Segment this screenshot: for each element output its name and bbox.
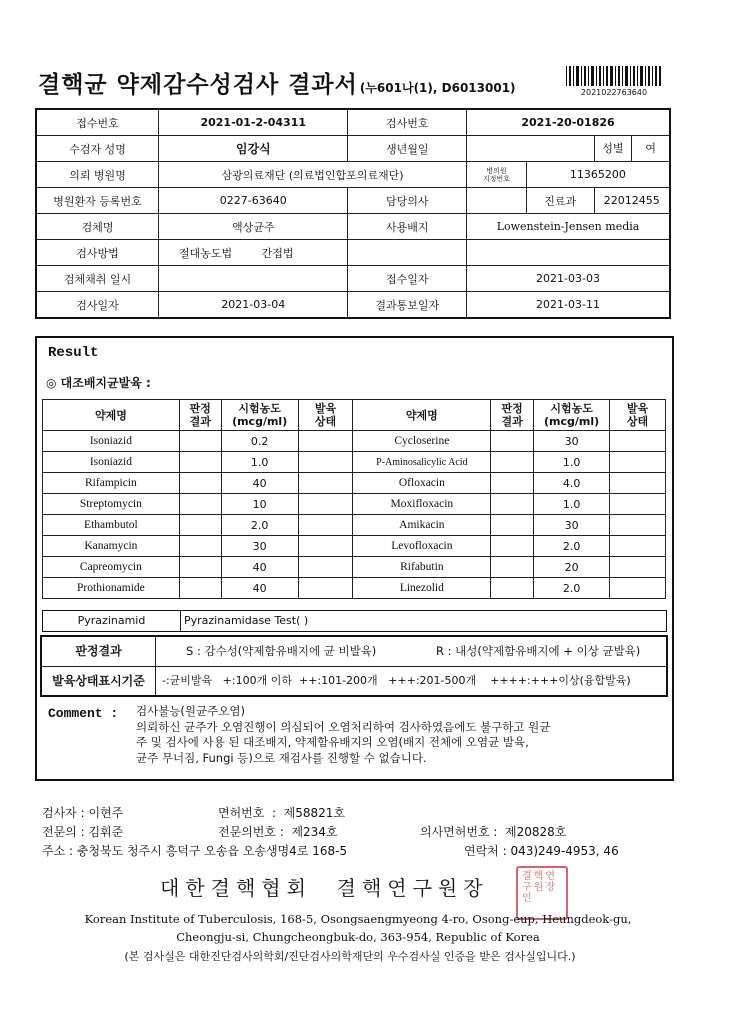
header-growth-2: 상태 [314,415,337,428]
judge-result [491,515,534,536]
method-label: 검사방법 [36,240,159,266]
patient-info-table [35,108,671,319]
test-concentration: 40 [221,578,298,599]
test-concentration: 30 [221,536,298,557]
comment-text [136,704,666,766]
table-row [43,452,666,473]
hospital-code-label-2: 지정번호 [482,174,510,183]
comment-line: 주 및 검사에 사용 된 대조배지, 약제함유배지의 오염(배지 전체에 오염균 발육, [136,735,529,749]
table-row [43,557,666,578]
judge-result [491,473,534,494]
empty-cell [348,240,467,266]
growth-status [298,494,353,515]
document-code: (누601나(1), D6013001) [359,81,516,95]
judge-result [179,578,221,599]
table-row [43,536,666,557]
address: 주소 : 충청북도 청주시 흥덕구 오송읍 오송생명4로 168-5 [42,844,348,858]
table-row [43,494,666,515]
patient-name: 임강식 [159,136,348,162]
receipt-no: 2021-01-2-04311 [159,109,348,136]
result-title: Result [48,345,99,361]
growth-status [610,473,666,494]
growth-status [610,557,666,578]
judge-r: R : 내성(약제함유배지에 + 이상 균발육) [436,644,641,658]
judge-label: 판정결과 [42,637,156,666]
hospital-name: 삼광의료재단 (의료법인합포의료재단) [159,162,467,188]
header-drug-2: 약제명 [353,400,491,431]
barcode [566,66,662,97]
header-judge [179,400,221,431]
receive-label: 접수일자 [348,266,467,292]
sex-cell [594,136,670,162]
drug-name: Cycloserine [353,431,491,452]
test-no: 2021-20-01826 [467,109,670,136]
growth-status [298,578,353,599]
birth-label: 생년월일 [348,136,467,162]
header-conc-b [534,400,610,431]
exam-date-label: 검사일자 [36,292,159,319]
medium-label: 사용배지 [348,214,467,240]
drug-name: Rifabutin [353,557,491,578]
barcode-graphic [566,66,662,86]
drug-name: Ofloxacin [353,473,491,494]
pza-row [42,610,667,632]
judge-result [491,578,534,599]
judge-result [491,536,534,557]
seal-text: 결핵연구원장인 [522,871,557,904]
header-judge-2: 결과 [189,415,211,428]
growth-status [610,536,666,557]
control-growth-label: ◎ 대조배지균발육 : [46,376,151,390]
method-indirect: 간접법 [261,246,294,260]
hospital-label: 의뢰 병원명 [36,162,159,188]
receipt-no-label: 접수번호 [36,109,159,136]
judge-result [179,515,221,536]
drug-name: Kanamycin [43,536,180,557]
judge-result [179,473,221,494]
test-no-label: 검사번호 [348,109,467,136]
header-judge-b-1: 판정 [501,402,523,415]
barcode-number: 2021022763640 [580,88,648,97]
header-conc-1: 시험농도 [238,402,281,415]
growth-status [610,452,666,473]
growth-status [610,494,666,515]
test-concentration: 10 [221,494,298,515]
test-concentration: 1.0 [534,452,610,473]
judge-result [491,452,534,473]
doctor-label: 담당의사 [348,188,467,214]
examiner: 검사자 : 이현주 [42,806,124,820]
institute-en-2: Cheongju-si, Chungcheongbuk-do, 363-954, Republic of Korea [176,930,540,944]
test-concentration: 20 [534,557,610,578]
hospital-code: 11365200 [526,162,670,188]
collect-label: 검체채취 일시 [36,266,159,292]
table-row [43,515,666,536]
drug-table [42,399,666,599]
specialist-no: 전문의번호 : 제234호 [218,825,338,839]
growth-status [610,515,666,536]
growth-text: -:균비발육 +:100개 이하 ++:101-200개 +++:201-500개 ++++:+++이상(융합발육) [162,674,631,687]
test-concentration: 1.0 [534,494,610,515]
test-concentration: 30 [534,515,610,536]
receive-value: 2021-03-03 [467,266,670,292]
drug-name: Capreomycin [43,557,180,578]
drug-name: Amikacin [353,515,491,536]
header-drug: 약제명 [43,400,180,431]
judge-row [42,637,666,667]
pza-test: Pyrazinamidase Test( ) [184,614,309,627]
reg-no: 0227-63640 [159,188,348,214]
test-concentration: 0.2 [221,431,298,452]
drug-table-header [43,400,666,431]
reg-no-label: 병원환자 등록번호 [36,188,159,214]
method-value [159,240,348,266]
institute-kr: 대한결핵협회 결핵연구원장 [160,876,489,900]
growth-row [42,667,666,695]
growth-status [298,536,353,557]
header-growth-b-1: 발육 [626,402,649,415]
comment-line: 균주 무너짐, Fungi 등)으로 재검사를 진행할 수 없습니다. [136,750,427,765]
header-judge-b [491,400,534,431]
judge-result [179,452,221,473]
header-conc [221,400,298,431]
specialist: 전문의 : 김휘준 [42,825,124,839]
certification-note: (본 검사실은 대한진단검사의학회/진단검사의학재단의 우수검사실 인증을 받은 검사실입니다.) [124,950,576,963]
test-concentration: 4.0 [534,473,610,494]
growth-status [298,452,353,473]
judge-result [179,557,221,578]
legend-box [40,635,668,697]
header-growth [298,400,353,431]
sex-label: 성별 [595,136,633,161]
drug-name: Streptomycin [43,494,180,515]
dept-label: 진료과 [526,188,594,214]
judge-result [179,431,221,452]
header-judge-b-2: 결과 [501,415,523,428]
growth-label: 발육상태표시기준 [42,667,156,695]
header-growth-b [610,400,666,431]
patient-name-label: 수검자 성명 [36,136,159,162]
method-absolute: 절대농도법 [179,246,233,260]
pza-label: Pyrazinamid [43,611,181,631]
test-concentration: 2.0 [534,536,610,557]
test-concentration: 2.0 [534,578,610,599]
hospital-code-label [467,162,527,188]
drug-name: Moxifloxacin [353,494,491,515]
test-concentration: 30 [534,431,610,452]
hospital-code-label-1: 병의원 [486,166,507,175]
specimen-value: 액상균주 [159,214,348,240]
drug-name: Levofloxacin [353,536,491,557]
drug-name: Linezolid [353,578,491,599]
judge-s: S : 감수성(약제함유배지에 균 비발육) [186,644,377,658]
drug-name: Rifampicin [43,473,180,494]
exam-date-value: 2021-03-04 [159,292,348,319]
header-growth-1: 발육 [314,402,337,415]
drug-name: Isoniazid [43,452,180,473]
table-row [43,578,666,599]
document-header [38,66,598,102]
institute-en-1: Korean Institute of Tuberculosis, 168-5, Osongsaengmyeong 4-ro, Osong-eup, Heungdeok-gu, [84,912,632,926]
header-judge-1: 판정 [189,402,211,415]
doctor-value [467,188,527,214]
test-concentration: 40 [221,473,298,494]
growth-status [298,515,353,536]
comment-line: 검사불능(원균주오염) [136,704,245,718]
collect-value [159,266,348,292]
judge-result [491,557,534,578]
growth-status [298,473,353,494]
table-row [43,431,666,452]
birth-value [467,136,595,162]
report-date-label: 결과통보일자 [348,292,467,319]
judge-result [491,494,534,515]
medium-value: Lowenstein-Jensen media [467,214,670,240]
contact: 연락처 : 043)249-4953, 46 [464,844,619,858]
growth-status [298,557,353,578]
drug-name: Isoniazid [43,431,180,452]
doctor-license: 의사면허번호 : 제20828호 [420,825,567,839]
judge-result [491,431,534,452]
growth-status [610,578,666,599]
growth-status [298,431,353,452]
growth-status [610,431,666,452]
header-conc-2: (mcg/ml) [232,415,288,428]
specimen-label: 검체명 [36,214,159,240]
empty-cell [467,240,670,266]
header-growth-b-2: 상태 [626,415,649,428]
drug-name: Prothionamide [43,578,180,599]
judge-result [179,494,221,515]
license-no: 면허번호 : 제58821호 [218,806,346,820]
table-row [43,473,666,494]
dept-value: 22012455 [594,188,670,214]
header-conc-b-2: (mcg/ml) [544,415,600,428]
test-concentration: 2.0 [221,515,298,536]
test-concentration: 1.0 [221,452,298,473]
comment-line: 의뢰하신 균주가 오염진행이 의심되어 오염처리하여 검사하였음에도 불구하고 원균 [136,719,551,734]
document-title: 결핵균 약제감수성검사 결과서 [38,71,358,98]
comment-label: Comment : [48,706,119,721]
judge-result [179,536,221,557]
drug-name: Ethambutol [43,515,180,536]
header-conc-b-1: 시험농도 [550,402,593,415]
sex-value: 여 [645,142,656,155]
drug-name: P-Aminosalicylic Acid [353,452,491,473]
test-concentration: 40 [221,557,298,578]
report-date-value: 2021-03-11 [467,292,670,319]
